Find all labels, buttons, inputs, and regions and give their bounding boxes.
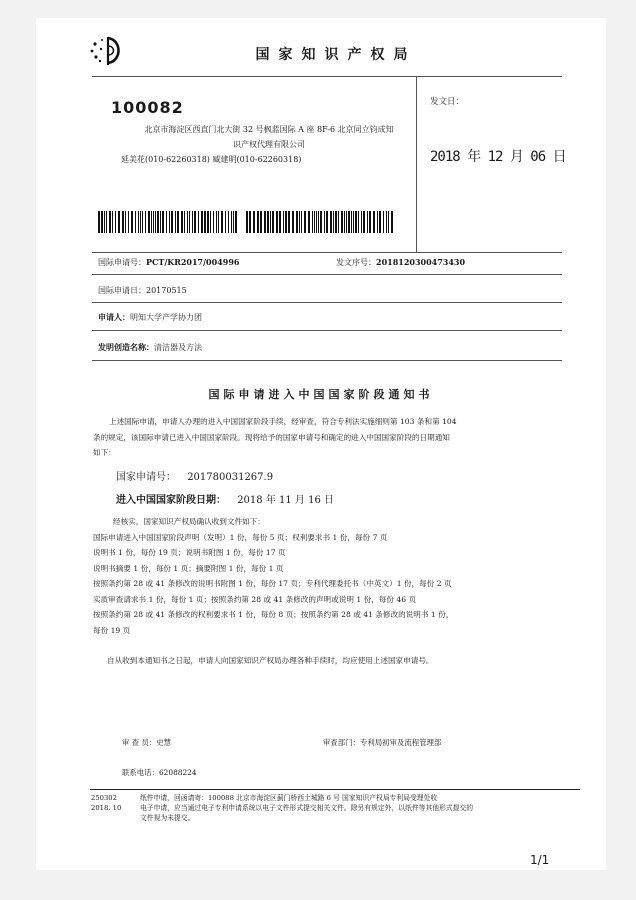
barcode-bar (210, 211, 211, 233)
barcode-bar (314, 211, 315, 233)
barcode-bar (326, 211, 328, 233)
docs-line-4: 按照条约第 28 或 41 条修改的说明书附图 1 份，每份 17 页；专利代理委托书（中英文）1 份，每份 2 页 (93, 579, 452, 588)
form-code-1: 250302 (91, 794, 117, 802)
applicant-value: 明知大学产学协力团 (130, 313, 202, 322)
national-app-no-value: 201780031267.9 (187, 472, 274, 483)
barcode-bar (145, 211, 146, 233)
page-number: 1/1 (530, 853, 550, 867)
barcode-bar (296, 211, 298, 233)
barcode-bar (177, 211, 179, 233)
barcode-bar (204, 211, 206, 233)
barcode-bar (333, 211, 334, 233)
barcode-bar (379, 211, 381, 233)
barcode-bar (363, 211, 365, 233)
dept-name: 专利局初审及流程管理部 (359, 738, 442, 747)
barcode-bar (189, 211, 190, 233)
notice-title: 国际申请进入中国国家阶段通知书 (208, 388, 434, 401)
barcode-bar (312, 211, 313, 233)
divider-2 (92, 302, 562, 303)
barcode-bar (318, 211, 319, 233)
barcode-bar (386, 211, 387, 233)
barcode-bar (377, 211, 378, 233)
barcode-bar (207, 211, 209, 233)
barcode-bar (320, 211, 322, 233)
barcode-bar (225, 211, 226, 233)
barcode-bar (260, 211, 262, 233)
barcode-bar (285, 211, 287, 233)
barcode-bar (138, 211, 139, 233)
barcode-bar (353, 211, 354, 233)
national-app-no-label: 国家申请号： (116, 472, 176, 483)
barcode-bar (253, 211, 255, 233)
entry-date-row (116, 491, 334, 506)
cnipa-logo-icon (88, 34, 124, 68)
barcode-bar (351, 211, 352, 233)
footer-note-3: 文件视为未提交。 (140, 814, 195, 822)
barcode-right (246, 211, 394, 233)
barcode-bar (308, 211, 310, 233)
footer-note-1: 纸件申请，回函请寄：100088 北京市海淀区蓟门桥西土城路 6 号 国家知识产权局专利局受理处收 (140, 794, 438, 802)
barcode-bar (216, 211, 217, 233)
barcode-bar (151, 211, 152, 233)
docs-line-1: 国际申请进入中国国家阶段声明（发明）1 份，每份 5 页；权利要求书 1 份，每份 7 页 (93, 532, 388, 542)
barcode-bar (98, 211, 100, 233)
docs-line-7: 每份 19 页 (93, 625, 131, 635)
barcode-bar (201, 211, 203, 233)
barcode-bar (171, 211, 173, 233)
barcode-bar (383, 211, 384, 233)
addressee-address (104, 122, 434, 152)
barcode-bar (235, 211, 237, 233)
send-date-value: 2018 年 12 月 06 日 (430, 149, 566, 165)
divider-4 (92, 360, 562, 361)
barcode-bar (272, 211, 274, 233)
barcode-bar (292, 211, 294, 233)
entry-date-label: 进入中国国家阶段日期： (116, 495, 226, 506)
barcode-bar (369, 211, 371, 233)
barcode-bar (169, 211, 170, 233)
address-line-2: 识产权代理有限公司 (233, 140, 305, 149)
footer-notes (140, 793, 580, 823)
barcode-bar (140, 211, 141, 233)
divider-top (92, 76, 562, 77)
barcode-bar (213, 211, 214, 233)
dept-row (323, 737, 441, 748)
intl-filing-date-value: 20170515 (146, 286, 187, 295)
intl-app-no-label: 国际申请号： (98, 258, 146, 267)
received-documents (93, 514, 553, 638)
barcode-bar (122, 211, 124, 233)
barcode-bar (175, 211, 176, 233)
agent-contacts: 延美花(010-62260318) 臧建明(010-62260318) (121, 155, 302, 164)
office-title: 国家知识产权局 (255, 47, 417, 63)
phone-row (122, 767, 197, 778)
barcode-bar (388, 211, 389, 233)
barcode-bar (106, 211, 107, 233)
intro-line-3: 如下： (93, 448, 116, 457)
barcode-bar (301, 211, 302, 233)
form-code-2: 2018. 10 (91, 804, 122, 812)
barcode-bar (231, 211, 232, 233)
barcode-bar (128, 211, 129, 233)
barcode-bar (373, 211, 375, 233)
barcode-bar (270, 211, 271, 233)
barcode-bar (391, 211, 393, 233)
barcode-bar (249, 211, 251, 233)
barcode-bar (348, 211, 350, 233)
footer-note-2: 电子申请，应当通过电子专利申请系统以电子文件形式提交相关文件。除另有规定外，以纸件等其他形式提交的 (140, 804, 474, 812)
doc-serial-row (336, 257, 465, 268)
barcode-bar (135, 211, 136, 233)
barcode-bar (341, 211, 343, 233)
barcode-bar (324, 211, 325, 233)
barcode-bar (335, 211, 337, 233)
barcode-bar (233, 211, 234, 233)
barcode-bar (355, 211, 357, 233)
docs-line-3: 说明书摘要 1 份，每份 1 页；摘要附图 1 份，每份 1 页 (93, 563, 284, 573)
barcode-bar (131, 211, 133, 233)
barcode-bar (338, 211, 339, 233)
examiner-label: 审 查 员： (122, 738, 157, 747)
barcode-bar (112, 211, 113, 233)
divider-vertical (416, 76, 417, 252)
docs-line-6: 按照条约第 28 或 41 条修改的权利要求书 1 份，每份 8 页；按照条约第 28 或 41 条修改的说明书 1 份， (93, 610, 454, 619)
divider-3 (92, 330, 562, 331)
barcode-bar (330, 211, 332, 233)
send-date-label: 发文日： (430, 97, 465, 107)
barcode-bar (153, 211, 154, 233)
barcode-bar (125, 211, 126, 233)
barcode-bar (109, 211, 111, 233)
barcode-bar (257, 211, 259, 233)
barcode-bar (246, 211, 248, 233)
invention-name-row (98, 342, 202, 353)
barcode-bar (194, 211, 196, 233)
barcode-bar (101, 211, 103, 233)
intro-line-2: 条的规定，该国际申请已进入中国国家阶段。现将给予的国家申请号和确定的进入中国国家阶段的日期通知 (93, 432, 450, 442)
divider-footer (90, 789, 580, 790)
barcode-bar (358, 211, 359, 233)
barcode-bar (221, 211, 223, 233)
barcode-bar (264, 211, 266, 233)
divider-barcode (92, 252, 562, 253)
barcode-bar (346, 211, 347, 233)
barcode-bar (367, 211, 368, 233)
phone-value: 62088224 (158, 768, 197, 777)
barcode-left (98, 211, 239, 233)
notice-intro (93, 414, 553, 461)
barcode-bar (184, 211, 185, 233)
divider-1 (92, 274, 562, 275)
phone-label: 联系电话： (122, 768, 159, 777)
barcode-bar (115, 211, 116, 233)
applicant-row (98, 312, 202, 323)
address-line-1: 北京市海淀区西直门北大街 32 号枫蓝国际 A 座 8F-6 北京同立钧成知 (144, 125, 394, 134)
intro-line-1: 上述国际申请，申请人办理的进入中国国家阶段手续，经审查，符合专利法实施细则第 103 条和第 104 (109, 417, 457, 426)
barcode-bar (166, 211, 167, 233)
barcode-bar (283, 211, 284, 233)
barcode-bar (160, 211, 161, 233)
barcode-bar (181, 211, 183, 233)
docs-intro: 经核实，国家知识产权局确认收到文件如下： (113, 517, 265, 526)
barcode-bar (218, 211, 219, 233)
dept-label: 审查部门： (323, 738, 360, 747)
barcode-bar (187, 211, 188, 233)
postal-code: 100082 (111, 98, 184, 117)
docs-line-5: 实质审查请求书 1 份，每份 1 页；按照条约第 28 或 41 条修改的声明或说明 1 份，每份 46 页 (93, 594, 417, 604)
intl-filing-date-row (98, 285, 187, 296)
examiner-name: 史慧 (156, 738, 172, 747)
barcode-bar (162, 211, 164, 233)
barcode-bar (198, 211, 199, 233)
closing-statement: 自从收到本通知书之日起，申请人向国家知识产权局办理各种手续时，均应使用上述国家申请号。 (107, 656, 434, 665)
applicant-label: 申请人： (98, 312, 130, 322)
invention-name-value: 清洁器及方法 (154, 343, 202, 352)
barcode-bar (104, 211, 105, 233)
barcode-bar (361, 211, 362, 233)
barcode-bar (228, 211, 229, 233)
barcode-bar (157, 211, 159, 233)
barcode-bar (267, 211, 269, 233)
national-app-no-row (116, 468, 273, 483)
intl-filing-date-label: 国际申请日： (98, 286, 146, 295)
barcode-bar (118, 211, 120, 233)
barcode-bar (192, 211, 193, 233)
docs-line-2: 说明书 1 份，每份 19 页；说明书附图 1 份，每份 17 页 (93, 548, 286, 557)
doc-serial-label: 发文序号： (336, 258, 376, 267)
document-page (36, 18, 606, 870)
intl-app-no-row (98, 257, 239, 268)
barcode-bar (276, 211, 278, 233)
barcode-bar (148, 211, 150, 233)
intl-app-no-value: PCT/KR2017/004996 (146, 257, 240, 267)
barcode-bar (288, 211, 290, 233)
barcode-bar (316, 211, 317, 233)
form-code (91, 793, 121, 813)
invention-name-label: 发明创造名称： (98, 342, 154, 352)
barcode-bar (344, 211, 345, 233)
entry-date-value: 2018 年 11 月 16 日 (237, 495, 334, 506)
barcode-bar (299, 211, 300, 233)
barcode-bar (155, 211, 156, 233)
doc-serial-value: 2018120300473430 (376, 257, 466, 267)
barcode-bar (142, 211, 143, 233)
barcode-bar (304, 211, 306, 233)
barcode-bar (279, 211, 281, 233)
examiner-row (122, 737, 171, 748)
